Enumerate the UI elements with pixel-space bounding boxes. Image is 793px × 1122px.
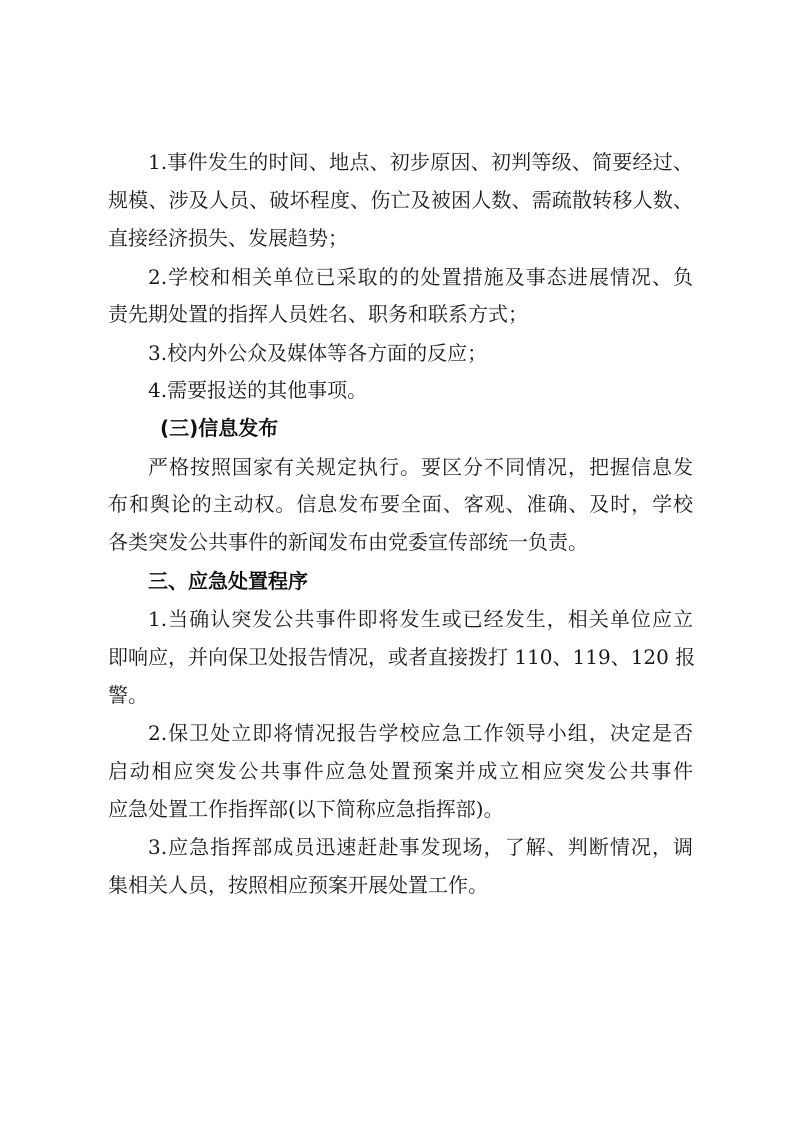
list-item-4: 4.需要报送的其他事项。: [148, 378, 368, 402]
procedure-1-line-3: 警。: [108, 683, 148, 707]
info-release-line-2: 布和舆论的主动权。信息发布要全面、客观、准确、及时，学校: [108, 492, 693, 516]
list-item-1-line-3: 直接经济损失、发展趋势；: [108, 226, 348, 250]
list-item-3: 3.校内外公众及媒体等各方面的反应；: [148, 341, 488, 365]
procedure-1-line-1: 1.当确认突发公共事件即将发生或已经发生，相关单位应立: [148, 607, 693, 631]
chapter-heading-emergency-procedure: 三、应急处置程序: [148, 569, 308, 593]
info-release-line-3: 各类突发公共事件的新闻发布由党委宣传部统一负责。: [108, 530, 588, 554]
procedure-2-line-1: 2.保卫处立即将情况报告学校应急工作领导小组，决定是否: [148, 721, 693, 745]
procedure-3-line-2: 集相关人员，按照相应预案开展处置工作。: [108, 873, 488, 897]
section-heading-info-release: (三)信息发布: [160, 416, 279, 440]
list-item-1-line-2: 规模、涉及人员、破坏程度、伤亡及被困人数、需疏散转移人数、: [108, 188, 693, 212]
list-item-2-line-1: 2.学校和相关单位已采取的的处置措施及事态进展情况、负: [148, 265, 693, 289]
list-item-1-line-1: 1.事件发生的时间、地点、初步原因、初判等级、简要经过、: [148, 150, 693, 174]
procedure-1-line-2: 即响应，并向保卫处报告情况，或者直接拨打 110、119、120 报: [108, 645, 696, 669]
procedure-3-line-1: 3.应急指挥部成员迅速赶赴事发现场，了解、判断情况，调: [148, 835, 693, 859]
procedure-2-line-3: 应急处置工作指挥部(以下简称应急指挥部)。: [108, 797, 504, 821]
list-item-2-line-2: 责先期处置的指挥人员姓名、职务和联系方式；: [108, 302, 528, 326]
info-release-line-1: 严格按照国家有关规定执行。要区分不同情况，把握信息发: [148, 455, 693, 479]
procedure-2-line-2: 启动相应突发公共事件应急处置预案并成立相应突发公共事件: [108, 759, 693, 783]
